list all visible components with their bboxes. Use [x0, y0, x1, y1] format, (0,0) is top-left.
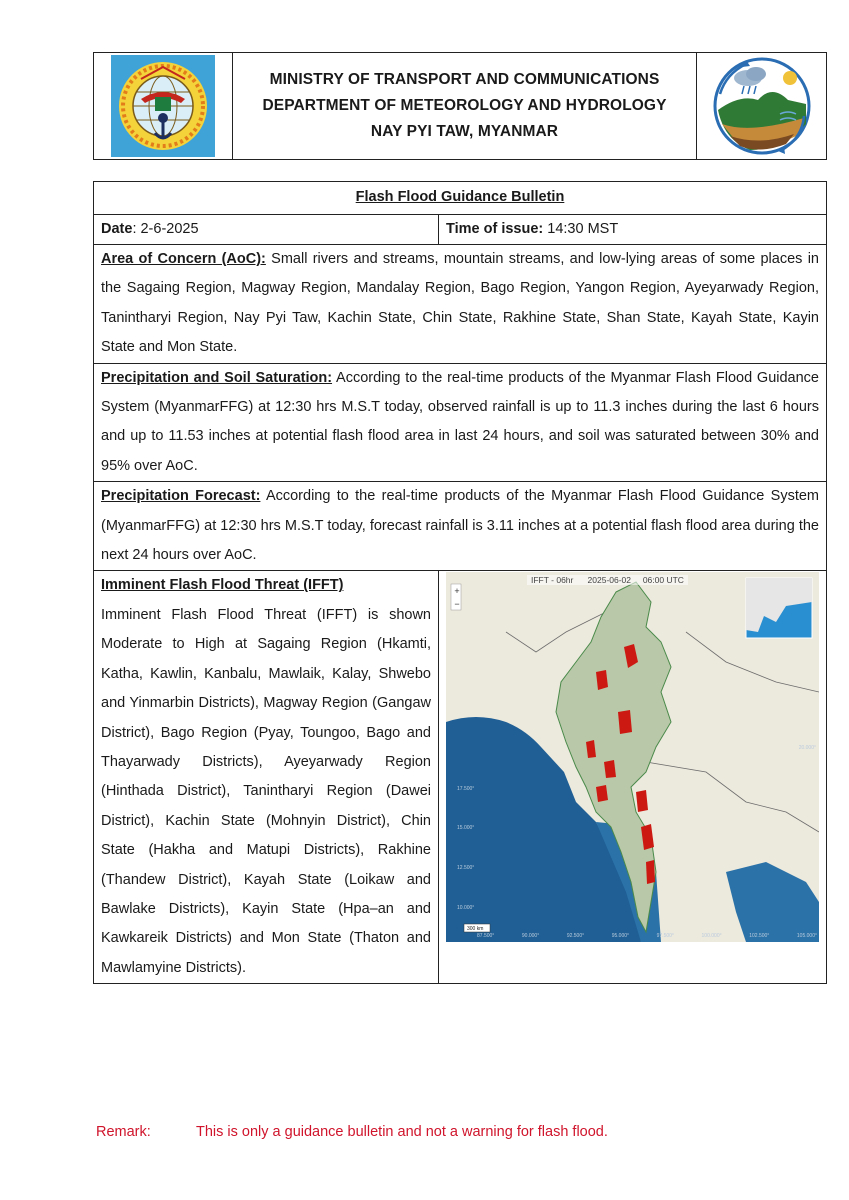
forecast-text: According to the real-time products of the Myanmar Flash Flood Guidance System (MyanmarFFG) at 12:30 hrs M.S.T today, forecast rainfall is 3.11 inches at a potential flash flood area during the next 24 hours over AoC.: [101, 488, 820, 564]
time-label: Time of issue:: [446, 221, 544, 237]
ministry-name: MINISTRY OF TRANSPORT AND COMMUNICATIONS: [269, 71, 660, 88]
lat-label-20: 20.000°: [798, 745, 816, 751]
lon-label: 87.500°: [477, 933, 495, 939]
scale-bar: [464, 924, 490, 932]
lon-label: 105.000°: [796, 933, 817, 939]
date-value: : 2-6-2025: [132, 221, 199, 237]
aoc-text: Small rivers and streams, mountain streams, and low-lying areas of some places in the Sagaing Region, Magway Region, Mandalay Region, Bago Region, Yangon Region, Ayeyarwady Region, Tanintharyi Region, Nay Pyi Taw, Kachin State, Chin State, Rakhine State, Shan State, Kayah State, Kayin State and Mon State.: [101, 251, 819, 356]
forecast-label: Precipitation Forecast:: [101, 488, 261, 505]
date-cell: [94, 215, 439, 245]
lon-label: 90.000°: [521, 933, 540, 939]
remark-text: This is only a guidance bulletin and not a warning for flash flood.: [196, 1124, 608, 1140]
map-date: 2025-06-02: [587, 575, 632, 585]
lat-label-17: 17.500°: [457, 786, 475, 792]
aoc-cell: [94, 245, 827, 364]
bulletin-table: [93, 181, 827, 984]
map-layer: IFFT - 06hr: [531, 575, 574, 585]
ifft-text: Imminent Flash Flood Threat (IFFT) is shown Moderate to High at Sagaing Region (Hkamti, Katha, Kawlin, Kanbalu, Mawlaik, Kalay, Shwebo and Yinmarbin Districts), Magway Region (Gangaw District), Bago Region (Pyay, Toungoo, Bago and Thayarwady Districts), Ayeyarwady Region (Hinthada District), Tanintharyi Region (Dawei District), Kachin State (Mohnyin District), Chin State (Hakha and Matupi Districts), Rakhine (Thandew District), Kayah State (Loikaw and Bawlake Districts), Kayin State (Hpa–an and Kawkareik Districts) and Mon State (Thaton and Mawlamyine Districts).: [101, 606, 431, 976]
lat-label-12: 12.500°: [457, 865, 475, 871]
ifft-map-cell: [439, 571, 827, 984]
letterhead: [93, 52, 827, 160]
ifft-cell: [94, 571, 439, 984]
remark-label: Remark:: [96, 1124, 151, 1140]
date-label: Date: [101, 221, 133, 237]
lat-label-10: 10.000°: [457, 905, 475, 911]
lon-label: 95.000°: [611, 933, 630, 939]
scale-label: 300 km: [467, 926, 484, 932]
lon-label: 102.500°: [749, 933, 770, 939]
bulletin-title: Flash Flood Guidance Bulletin: [355, 189, 565, 205]
bulletin-title-cell: [94, 182, 827, 215]
ifft-map: [446, 572, 819, 942]
map-time: 06:00 UTC: [642, 575, 684, 585]
zoom-in-button[interactable]: +: [454, 586, 460, 596]
aoc-label: Area of Concern (AoC):: [101, 251, 266, 267]
ifft-label: Imminent Flash Flood Threat (IFFT): [101, 577, 344, 594]
left-logo-cell: [94, 53, 233, 159]
location-name: NAY PYI TAW, MYANMAR: [370, 123, 559, 140]
precip-text: According to the real-time products of the Myanmar Flash Flood Guidance System (MyanmarFFG) at 12:30 hrs M.S.T today, observed rainfall is up to 11.3 inches during the last 6 hours and up to 11.53 inches at potential flash flood area in last 24 hours, and soil was saturated between 30% and 95% over AoC.: [101, 369, 819, 474]
hydrology-cycle-icon: [710, 54, 814, 158]
department-name: DEPARTMENT OF METEOROLOGY AND HYDROLOGY: [262, 97, 667, 114]
ministry-emblem-icon: [111, 55, 215, 157]
precip-cell: [94, 363, 827, 482]
lon-label: 100.000°: [701, 933, 722, 939]
lon-label: 97.500°: [656, 933, 674, 939]
zoom-out-button[interactable]: −: [454, 599, 460, 609]
letterhead-title: [233, 53, 697, 159]
time-value: 14:30 MST: [543, 221, 619, 237]
time-cell: [439, 215, 827, 245]
forecast-cell: [94, 482, 827, 571]
precip-label: Precipitation and Soil Saturation:: [101, 369, 333, 386]
lat-label-15: 15.000°: [457, 825, 475, 831]
right-logo-cell: [697, 53, 826, 159]
lon-label: 92.500°: [566, 933, 585, 939]
